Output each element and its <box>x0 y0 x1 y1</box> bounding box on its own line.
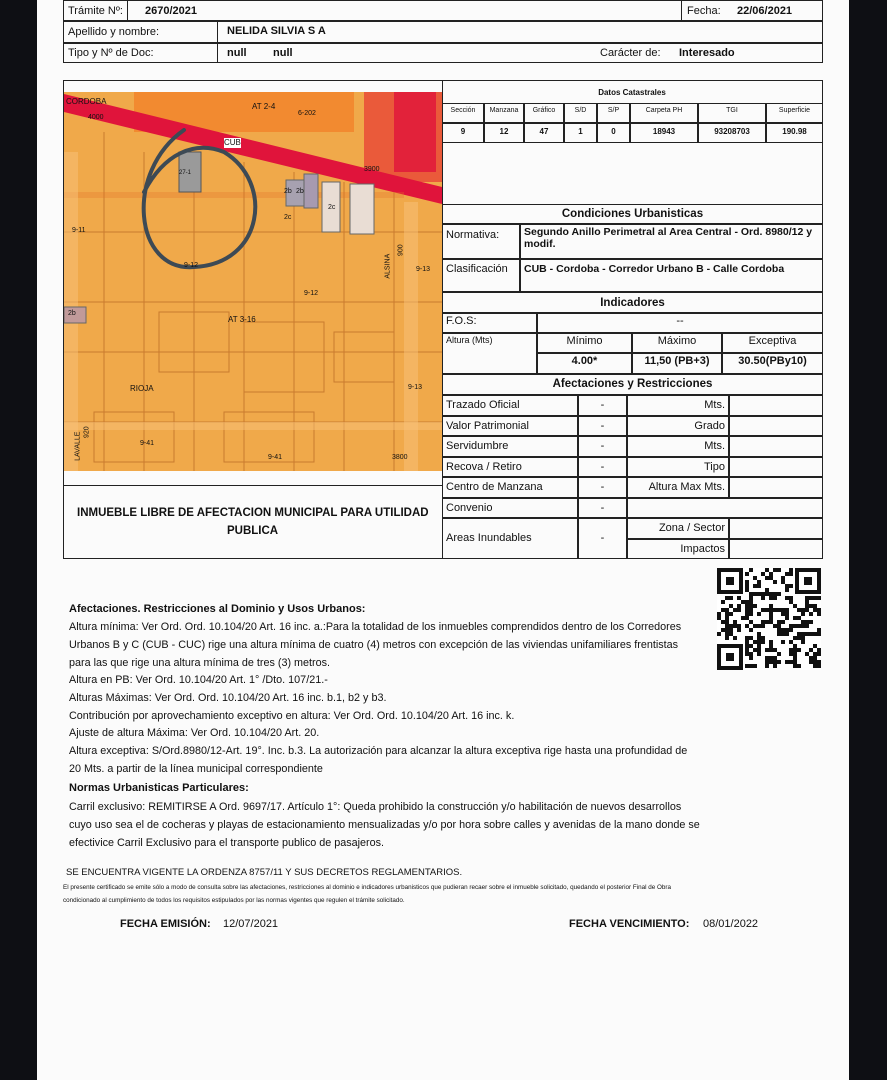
inmueble-libre-line2: PUBLICA <box>227 525 279 537</box>
afectacion-label: Convenio <box>442 498 578 518</box>
afectacion-label: Trazado Oficial <box>442 395 578 416</box>
catastro-value: 47 <box>524 123 564 143</box>
map-label-2c: 2c <box>328 204 336 211</box>
body-line: 20 Mts. a partir de la línea municipal correspondiente <box>69 763 323 775</box>
catastro-value: 190.98 <box>766 123 823 143</box>
afectacion-value: - <box>578 436 627 457</box>
apellido-label: Apellido y nombre: <box>68 26 160 38</box>
normativa-value <box>520 224 823 259</box>
clasificacion-label: Clasificación <box>442 259 520 292</box>
body-line: Ajuste de altura Máxima: Ver Ord. 10.104/20 Art. 20. <box>69 727 320 739</box>
fecha-emision-label: FECHA EMISIÓN: <box>120 918 211 930</box>
cadastral-map[interactable] <box>64 92 442 471</box>
disclaimer-line1: El presente certificado se emite sólo a modo de consulta sobre las afectaciones, restricciones al dominio e indicadores urbanisticos que pudieran recaer sobre el inmueble solicitado, quedando el posterior Final de Obra <box>63 884 671 891</box>
afectacion-label: Centro de Manzana <box>442 477 578 498</box>
body-line: cuyo uso sea el de cocheras y playas de estacionamiento mensualizadas y/o por hora sobre calles y avenidas de la mano donde se <box>69 819 700 831</box>
catastro-header: S/P <box>597 103 630 123</box>
catastro-header: S/D <box>564 103 597 123</box>
map-label-cordoba: CORDOBA <box>66 97 107 106</box>
map-label-cub: CUB <box>224 138 241 147</box>
map-label-lavalle: LAVALLE <box>74 431 82 461</box>
catastro-value: 93208703 <box>698 123 766 143</box>
afectacion-unit: Mts. <box>627 436 729 457</box>
body-line: Carril exclusivo: REMITIRSE A Ord. 9697/17. Artículo 1°: Queda prohibido la construcción y/o habilitación de nuevos desarrollos <box>69 801 682 813</box>
body-line: Altura exceptiva: S/Ord.8980/12-Art. 19°. Inc. b.3. La autorización para alcanzar la altura exceptiva rige hasta una profundidad de <box>69 745 688 757</box>
afectacion-value: - <box>578 457 627 477</box>
areas-inundables-value: - <box>578 518 627 559</box>
col-excepcional: Exceptiva <box>722 333 823 353</box>
afectacion-extra <box>729 477 823 498</box>
fecha-emision-value: 12/07/2021 <box>223 918 279 930</box>
map-graphic <box>64 92 442 471</box>
header-row-2 <box>63 21 823 43</box>
map-label-alsina: ALSINA <box>384 253 392 279</box>
divider <box>127 0 128 21</box>
altura-minimo: 4.00* <box>537 353 632 374</box>
afectaciones-title: Afectaciones y Restricciones <box>442 374 823 395</box>
fecha-value: 22/06/2021 <box>737 5 793 17</box>
map-label-900: 900 <box>397 244 405 257</box>
afectacion-label: Valor Patrimonial <box>442 416 578 436</box>
afectacion-unit: Altura Max Mts. <box>627 477 729 498</box>
afectacion-value: - <box>578 498 627 518</box>
afectacion-extra <box>729 436 823 457</box>
afectacion-label: Recova / Retiro <box>442 457 578 477</box>
afectacion-value: - <box>578 416 627 436</box>
impactos-value <box>729 539 823 559</box>
map-label-3800: 3800 <box>392 454 408 461</box>
catastro-value: 12 <box>484 123 524 143</box>
inmueble-libre-box <box>64 485 442 560</box>
caracter-value: Interesado <box>679 47 735 59</box>
altura-maximo: 11,50 (PB+3) <box>632 353 722 374</box>
catastro-header: TGI <box>698 103 766 123</box>
body-line: Contribución por aprovechamiento exceptivo en altura: Ver Ord. Ord. 10.104/20 Art. 16 inc. k. <box>69 710 515 722</box>
map-label-lot: 27-1 <box>179 170 192 176</box>
divider <box>681 0 682 21</box>
map-label-911: 9-11 <box>72 227 86 234</box>
map-label-at24: AT 2-4 <box>252 102 276 111</box>
normativa-value-line2: modif. <box>524 238 556 250</box>
map-label-913: 9-13 <box>416 266 431 273</box>
map-label-920: 920 <box>83 426 91 439</box>
afectacion-label: Servidumbre <box>442 436 578 457</box>
section-normas-title: Normas Urbanisticas Particulares: <box>69 782 249 794</box>
zona-sector-label: Zona / Sector <box>627 518 729 539</box>
catastro-header: Superficie <box>766 103 823 123</box>
afectacion-unit <box>627 498 823 518</box>
map-label-912: 9-12 <box>304 290 319 297</box>
vigente-notice: SE ENCUENTRA VIGENTE LA ORDENZA 8757/11 Y SUS DECRETOS REGLAMENTARIOS. <box>66 867 463 878</box>
section-afectaciones-title: Afectaciones. Restricciones al Dominio y Usos Urbanos: <box>69 603 366 615</box>
altura-excepcional: 30.50(PBy10) <box>722 353 823 374</box>
map-label-4000: 4000 <box>88 114 104 121</box>
map-label-2b: 2b <box>68 310 76 317</box>
body-line: Altura mínima: Ver Ord. Ord. 10.104/20 Art. 16 inc. a.:Para la totalidad de los inmuebles comprendidos dentro de los Corredores <box>69 621 682 633</box>
col-minimo: Mínimo <box>537 333 632 353</box>
map-label-2c: 2c <box>284 214 292 221</box>
body-line: efectivice Carril Exclusivo para el transporte publico de pasajeros. <box>69 837 385 849</box>
afectacion-unit: Grado <box>627 416 729 436</box>
catastro-value: 1 <box>564 123 597 143</box>
body-line: Altura en PB: Ver Ord. 10.104/20 Art. 1° /Dto. 107/21.- <box>69 674 328 686</box>
fecha-vencimiento-value: 08/01/2022 <box>703 918 759 930</box>
body-line: Alturas Máximas: Ver Ord. Ord. 10.104/20 Art. 16 inc. b.1, b2 y b3. <box>69 692 387 704</box>
afectacion-value: - <box>578 395 627 416</box>
map-label-941: 9-41 <box>140 440 155 447</box>
impactos-label: Impactos <box>627 539 729 559</box>
catastro-header: Carpeta PH <box>630 103 698 123</box>
map-label-2b: 2b <box>284 188 292 195</box>
afectacion-unit: Tipo <box>627 457 729 477</box>
catastro-value: 9 <box>442 123 484 143</box>
catastro-header: Gráfico <box>524 103 564 123</box>
body-line: para las que rige una altura mínima de tres (3) metros. <box>69 657 331 669</box>
altura-label: Altura (Mts) <box>442 333 537 374</box>
inmueble-libre-line1: INMUEBLE LIBRE DE AFECTACION MUNICIPAL PARA UTILIDAD <box>77 507 429 519</box>
divider <box>217 21 218 43</box>
fos-label: F.O.S: <box>442 313 537 333</box>
map-label-912: 9-12 <box>184 262 199 269</box>
indicadores-title: Indicadores <box>442 292 823 313</box>
map-label-6202: 6-202 <box>298 110 316 117</box>
col-maximo: Máximo <box>632 333 722 353</box>
afectacion-unit: Mts. <box>627 395 729 416</box>
certificate-sheet <box>37 0 849 1080</box>
body-line: Urbanos B y C (CUB - CUC) rige una altura mínima de cuatro (4) metros con excepción de las viviendas unifamiliares frentistas <box>69 639 679 651</box>
tipo-doc-value: null <box>227 47 247 59</box>
divider <box>217 43 218 63</box>
normativa-value-line1: Segundo Anillo Perimetral al Area Central - Ord. 8980/12 y <box>524 226 813 238</box>
clasificacion-value: CUB - Cordoba - Corredor Urbano B - Calle Cordoba <box>520 259 823 292</box>
condiciones-title: Condiciones Urbanisticas <box>442 204 823 224</box>
map-label-941: 9-41 <box>268 454 283 461</box>
normativa-label: Normativa: <box>442 224 520 259</box>
doc-number-value: null <box>273 47 293 59</box>
fecha-vencimiento-label: FECHA VENCIMIENTO: <box>569 918 690 930</box>
catastro-title: Datos Catastrales <box>598 88 666 97</box>
map-label-2b: 2b <box>296 188 304 195</box>
tramite-value: 2670/2021 <box>145 5 197 17</box>
afectacion-extra <box>729 395 823 416</box>
map-label-913: 9-13 <box>408 384 423 391</box>
map-label-rioja: RIOJA <box>130 384 154 393</box>
areas-inundables-label: Areas Inundables <box>442 518 578 559</box>
map-label-3900: 3900 <box>364 166 380 173</box>
apellido-value: NELIDA SILVIA S A <box>227 25 326 37</box>
tramite-label: Trámite Nº: <box>68 5 123 17</box>
afectacion-extra <box>729 457 823 477</box>
tipo-doc-label: Tipo y Nº de Doc: <box>68 47 154 59</box>
catastro-value: 0 <box>597 123 630 143</box>
catastro-header: Sección <box>442 103 484 123</box>
afectacion-extra <box>729 416 823 436</box>
zona-sector-value <box>729 518 823 539</box>
catastro-value: 18943 <box>630 123 698 143</box>
caracter-label: Carácter de: <box>600 47 661 59</box>
qr-code-icon[interactable] <box>717 568 821 670</box>
fos-value: -- <box>537 313 823 333</box>
catastro-header: Manzana <box>484 103 524 123</box>
disclaimer-line2: condicionado al cumplimiento de todos los requisitos estipulados por las normas vigentes que regulen el trámite solicitado. <box>63 897 405 904</box>
fecha-label: Fecha: <box>687 5 721 17</box>
map-label-at316: AT 3-16 <box>228 315 256 324</box>
afectacion-value: - <box>578 477 627 498</box>
